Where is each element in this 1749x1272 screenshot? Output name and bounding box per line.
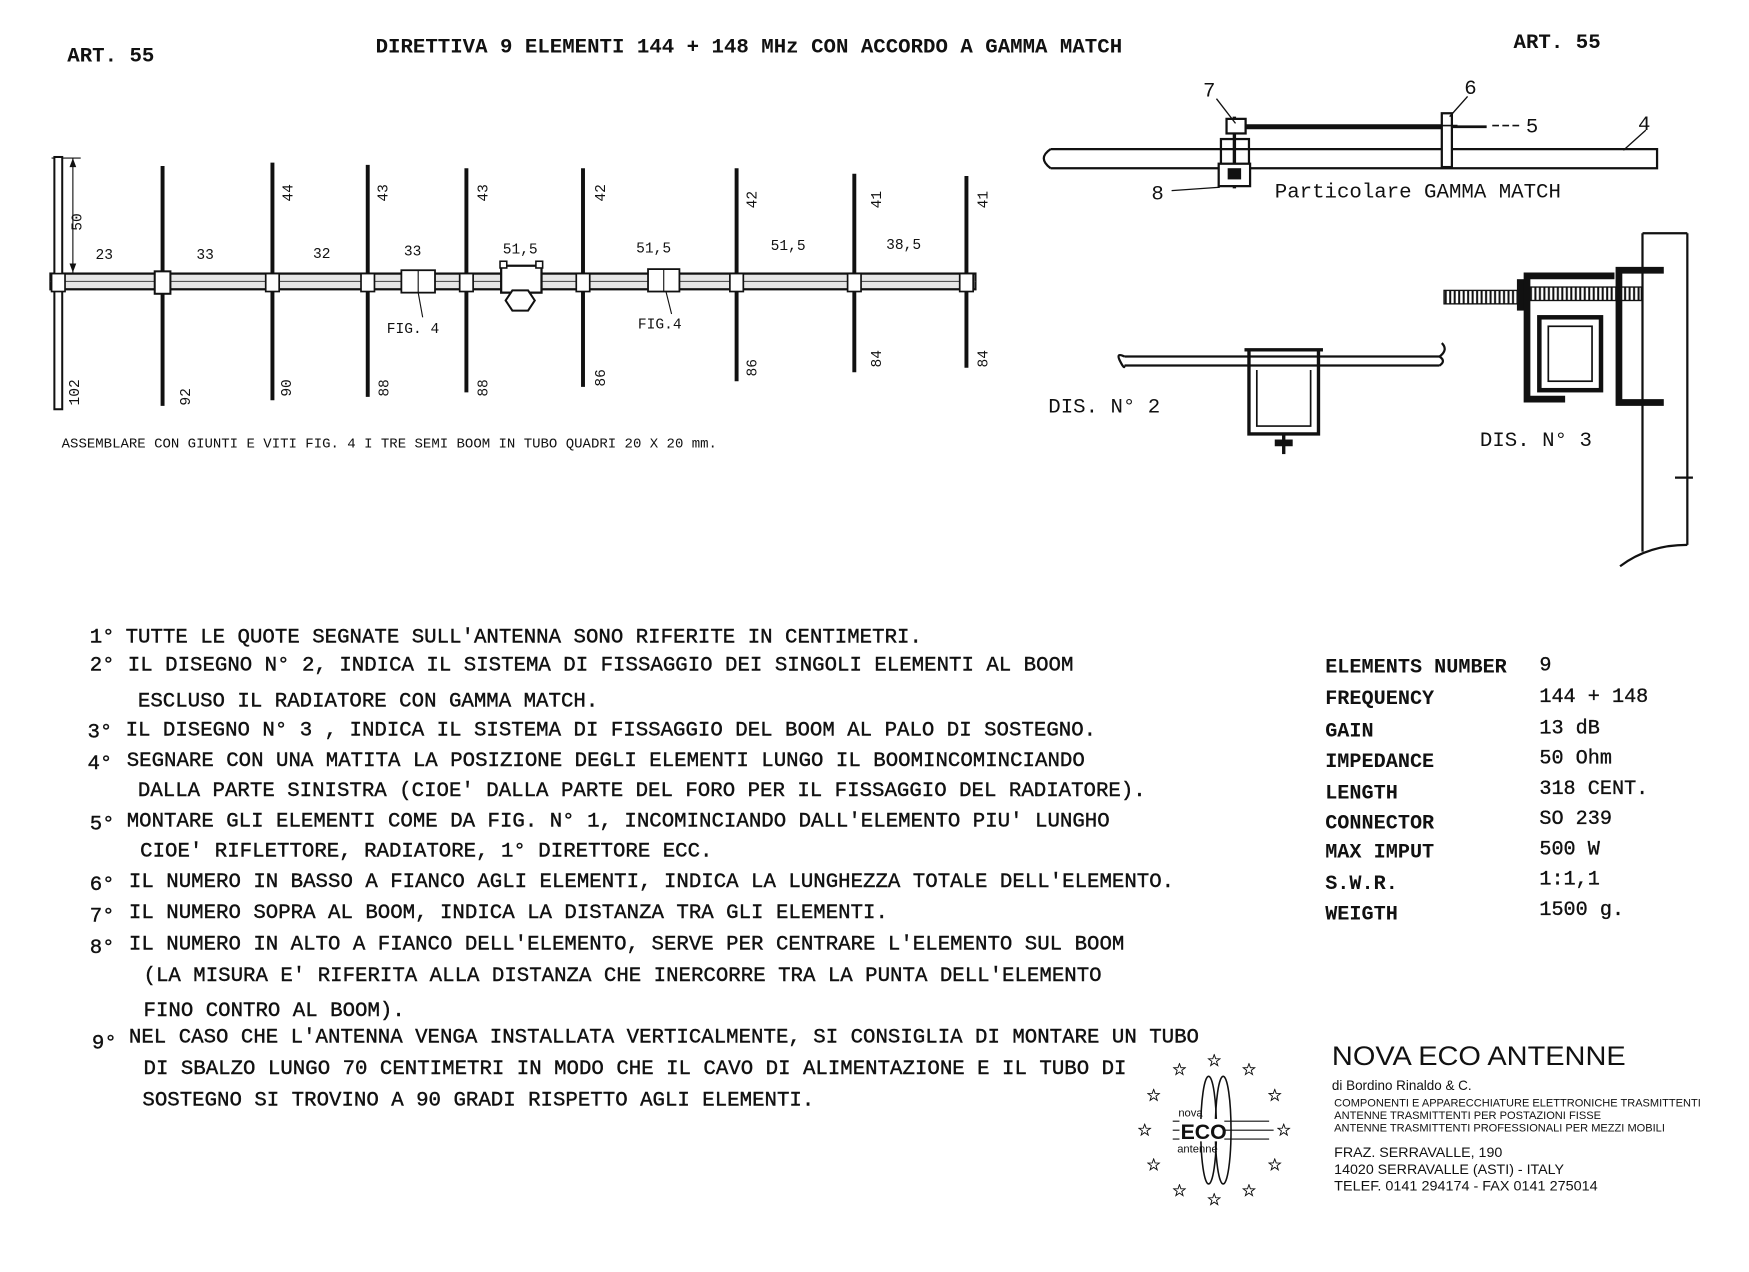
centering-label: 43 <box>376 184 393 202</box>
mast-clamp-nut-icon <box>506 290 535 310</box>
element-clamp <box>361 274 374 292</box>
spec-value: 144 + 148 <box>1539 685 1649 709</box>
bracket-nut <box>1275 440 1293 447</box>
instruction-line: IL NUMERO IN BASSO A FIANCO AGLI ELEMENTI, INDICA LA LUNGHEZZA TOTALE DELL'ELEMENTO. <box>128 870 1175 894</box>
fig-label: FIG. 4 <box>386 322 440 339</box>
element-length-label: 84 <box>976 350 993 368</box>
element-clamp <box>460 274 473 292</box>
logo-text-nova: nova <box>1178 1107 1203 1120</box>
element-clamp <box>960 274 973 292</box>
spec-value: 9 <box>1539 654 1552 678</box>
spacing-label: 33 <box>403 244 422 261</box>
instruction-line: IL NUMERO IN ALTO A FIANCO DELL'ELEMENTO, SERVE PER CENTRARE L'ELEMENTO SUL BOOM <box>128 933 1125 957</box>
u-bolt-thread <box>1444 290 1518 303</box>
centering-label: 42 <box>745 190 762 209</box>
element-length-label: 86 <box>745 359 762 377</box>
instruction-line: (LA MISURA E' RIFERITA ALLA DISTANZA CHE INERCORRE TRA LA PUNTA DELL'ELEMENTO <box>143 965 1102 989</box>
spec-value: 50 Ohm <box>1539 747 1612 771</box>
element-clamp <box>52 274 65 292</box>
instruction-line: SEGNARE CON UNA MATITA LA POSIZIONE DEGLI ELEMENTI LUNGO IL BOOMINCOMINCIANDO <box>126 749 1085 773</box>
element-length-label: 88 <box>377 379 394 397</box>
element-length-label: 84 <box>869 350 886 368</box>
callout-number: 5 <box>1525 116 1539 140</box>
spacing-label: 38,5 <box>886 237 922 254</box>
instruction-number: 5° <box>89 813 115 837</box>
spec-value: 318 CENT. <box>1539 777 1649 801</box>
spacing-label: 33 <box>196 248 214 265</box>
company-activity: ANTENNE TRASMITTENTI PER POSTAZIONI FISSE <box>1334 1109 1602 1122</box>
instruction-number: 9° <box>91 1032 117 1056</box>
mast-clamp-box <box>501 266 541 293</box>
company-address: FRAZ. SERRAVALLE, 190 <box>1334 1145 1503 1161</box>
gamma-detail-title: Particolare GAMMA MATCH <box>1274 181 1561 205</box>
callout-number: 6 <box>1464 78 1477 102</box>
spec-value: 13 dB <box>1539 717 1600 741</box>
u-bolt-thread <box>1529 287 1641 300</box>
instruction-line: MONTARE GLI ELEMENTI COME DA FIG. N° 1, INCOMINCIANDO DALL'ELEMENTO PIU' LUNGHO <box>126 810 1110 834</box>
spec-label: S.W.R. <box>1325 873 1398 897</box>
instruction-number: 2° <box>89 654 115 678</box>
drawing-2-label: DIS. N° 2 <box>1048 396 1161 420</box>
centering-label: 42 <box>594 184 611 202</box>
element-clamp <box>730 274 743 292</box>
logo-text-antenne: antenne <box>1177 1143 1218 1156</box>
element-length-label: 86 <box>594 369 611 387</box>
instruction-number: 1° <box>89 626 115 650</box>
instruction-line: IL DISEGNO N° 2, INDICA IL SISTEMA DI FISSAGGIO DEI SINGOLI ELEMENTI AL BOOM <box>127 654 1074 678</box>
spec-value: 1:1,1 <box>1539 868 1600 892</box>
centering-label: 41 <box>869 190 886 209</box>
spacing-label: 23 <box>95 248 114 265</box>
element-clamp <box>266 274 279 292</box>
document-title: DIRETTIVA 9 ELEMENTI 144 + 148 MHz CON ACCORDO A GAMMA MATCH <box>375 36 1123 60</box>
spacing-label: 51,5 <box>636 241 672 258</box>
company-owner: di Bordino Rinaldo & C. <box>1331 1077 1472 1093</box>
company-phone: TELEF. 0141 294174 - FAX 0141 275014 <box>1334 1178 1599 1194</box>
element-length-label: 90 <box>280 379 297 397</box>
element-length-label: 102 <box>68 379 85 406</box>
spec-label: FREQUENCY <box>1325 688 1435 712</box>
company-name: NOVA ECO ANTENNE <box>1331 1041 1626 1072</box>
assembly-caption: ASSEMBLARE CON GIUNTI E VITI FIG. 4 I TRE SEMI BOOM IN TUBO QUADRI 20 X 20 mm. <box>61 436 717 453</box>
instruction-line: IL NUMERO SOPRA AL BOOM, INDICA LA DISTANZA TRA GLI ELEMENTI. <box>128 902 888 926</box>
element-length-label: 92 <box>179 388 196 406</box>
fig-label: FIG.4 <box>637 317 682 334</box>
spec-label: LENGTH <box>1325 782 1398 806</box>
instruction-line: TUTTE LE QUOTE SEGNATE SULL'ANTENNA SONO RIFERITE IN CENTIMETRI. <box>125 626 922 650</box>
spec-label: MAX IMPUT <box>1325 841 1435 865</box>
instruction-line: SOSTEGNO SI TROVINO A 90 GRADI RISPETTO AGLI ELEMENTI. <box>142 1089 815 1113</box>
callout-number: 7 <box>1202 80 1216 104</box>
logo-text-eco: ECO <box>1180 1120 1227 1145</box>
spec-label: CONNECTOR <box>1325 812 1435 836</box>
gamma-rod-connector <box>1227 119 1246 134</box>
spec-value: SO 239 <box>1539 808 1612 832</box>
instruction-line: CIOE' RIFLETTORE, RADIATORE, 1° DIRETTORE ECC. <box>140 840 713 864</box>
spec-label: IMPEDANCE <box>1325 750 1435 774</box>
drawing-3-label: DIS. N° 3 <box>1479 430 1592 454</box>
instruction-number: 3° <box>87 721 113 745</box>
instruction-number: 8° <box>89 937 115 961</box>
element-clamp <box>848 274 861 292</box>
instruction-number: 7° <box>89 905 115 929</box>
element-length-label: 88 <box>476 379 493 397</box>
article-number-right: ART. 55 <box>1513 32 1601 56</box>
spec-value: 500 W <box>1539 838 1600 862</box>
spacing-label: 32 <box>313 246 331 263</box>
instruction-line: IL DISEGNO N° 3 , INDICA IL SISTEMA DI FISSAGGIO DEL BOOM AL PALO DI SOSTEGNO. <box>125 719 1097 743</box>
callout-number: 4 <box>1638 114 1651 138</box>
instruction-line: DALLA PARTE SINISTRA (CIOE' DALLA PARTE DEL FORO PER IL FISSAGGIO DEL RADIATORE). <box>137 780 1146 804</box>
spec-label: ELEMENTS NUMBER <box>1325 656 1507 680</box>
instruction-line: FINO CONTRO AL BOOM). <box>143 999 405 1023</box>
spec-label: WEIGTH <box>1325 903 1398 927</box>
instruction-number: 4° <box>87 753 113 777</box>
company-activity: ANTENNE TRASMITTENTI PROFESSIONALI PER MEZZI MOBILI <box>1334 1122 1665 1135</box>
spacing-label: 51,5 <box>770 239 806 256</box>
gamma-connector-box <box>1228 168 1241 179</box>
instruction-line: NEL CASO CHE L'ANTENNA VENGA INSTALLATA VERTICALMENTE, SI CONSIGLIA DI MONTARE UN TUBO <box>128 1026 1200 1050</box>
centering-label: 43 <box>476 184 493 202</box>
instruction-line: ESCLUSO IL RADIATORE CON GAMMA MATCH. <box>137 690 599 714</box>
spec-value: 1500 g. <box>1539 898 1625 922</box>
instruction-line: DI SBALZO LUNGO 70 CENTIMETRI IN MODO CHE IL CAVO DI ALIMENTAZIONE E IL TUBO DI <box>143 1058 1127 1082</box>
article-number-left: ART. 55 <box>67 45 155 69</box>
spacing-label: 51,5 <box>502 242 538 259</box>
element-clamp <box>155 271 171 293</box>
centering-label: 44 <box>281 184 298 202</box>
spec-label: GAIN <box>1325 720 1374 744</box>
mast-clamp-ear <box>536 261 543 268</box>
company-address: 14020 SERRAVALLE (ASTI) - ITALY <box>1334 1161 1565 1177</box>
gamma-shorting-strap <box>1442 113 1452 167</box>
mast-clamp-ear <box>500 261 507 268</box>
element-clamp <box>576 274 589 292</box>
company-activity: COMPONENTI E APPARECCHIATURE ELETTRONICHE TRASMITTENTI <box>1334 1097 1701 1110</box>
callout-number: 8 <box>1151 183 1164 207</box>
centering-label: 50 <box>70 213 87 231</box>
centering-label: 41 <box>976 190 993 209</box>
instruction-number: 6° <box>89 874 115 898</box>
